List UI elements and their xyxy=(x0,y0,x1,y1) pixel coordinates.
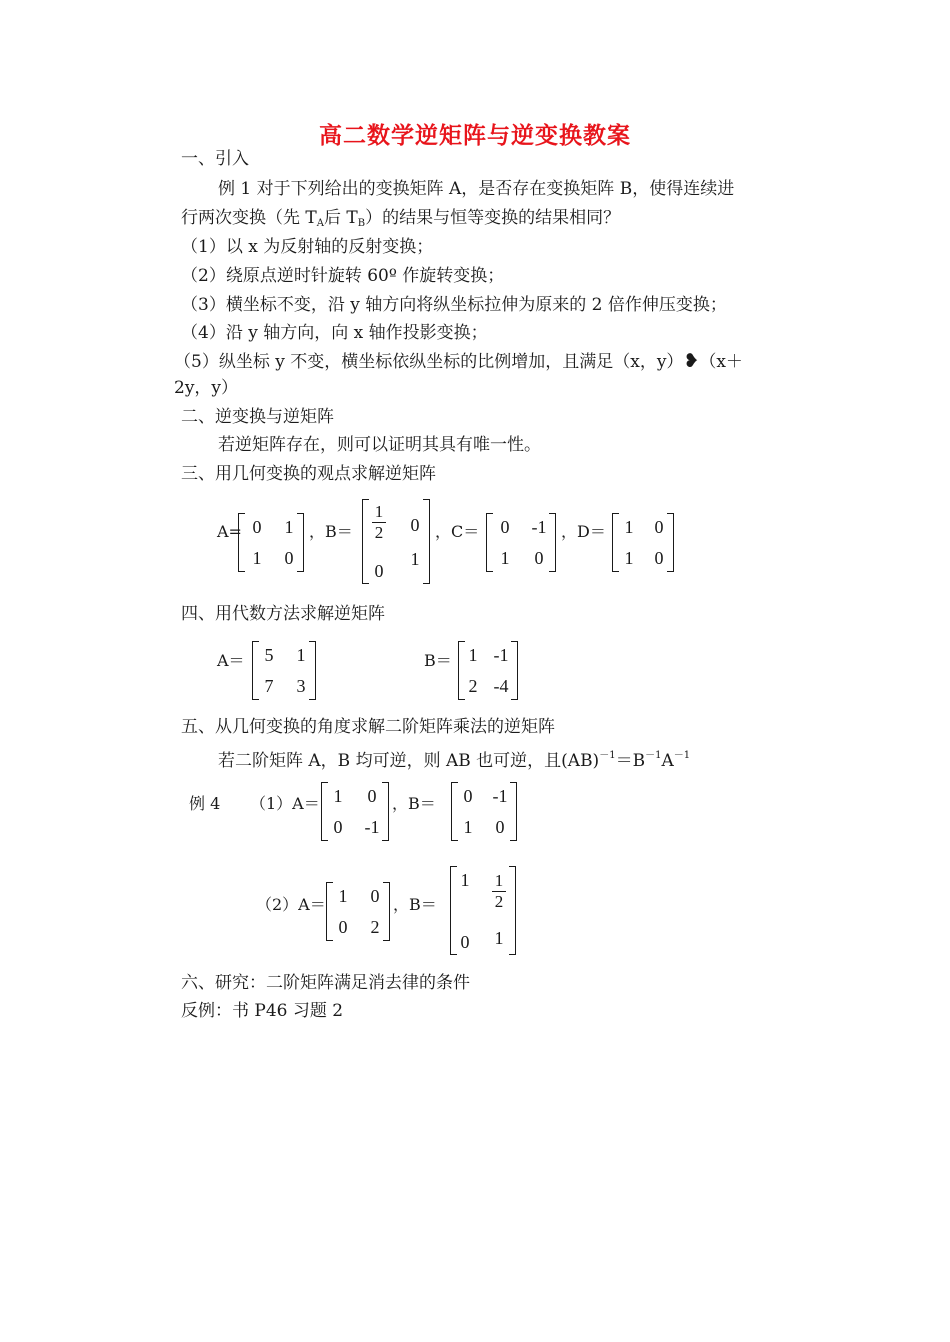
matrix-cell: 0 xyxy=(654,548,664,568)
list-item-5-line1 xyxy=(174,350,743,373)
fraction-denominator: 2 xyxy=(374,523,384,542)
example4-part2-label: （2）A＝ xyxy=(256,895,326,914)
example1-line2-part1: 行两次变换（先 T xyxy=(181,208,317,228)
example4-matrix-a1 xyxy=(321,782,389,842)
subscript-b: B xyxy=(357,218,366,229)
fraction-numerator: 1 xyxy=(494,871,504,890)
fraction-denominator: 2 xyxy=(494,892,504,911)
matrix-cell: -1 xyxy=(364,817,380,837)
matrix-cell: 0 xyxy=(495,817,505,837)
matrix-cell: -1 xyxy=(493,645,509,665)
matrix-cell: 1 xyxy=(296,645,306,665)
list-item-5-line2: 2y，y） xyxy=(174,378,239,398)
example4-matrix-b1 xyxy=(451,782,517,842)
matrix-cell: 0 xyxy=(252,517,262,537)
matrix-cell: 0 xyxy=(463,786,473,806)
matrix-cell: 1 xyxy=(468,645,478,665)
matrix-cell: 1 xyxy=(494,928,504,948)
section5-text-part3: A xyxy=(661,751,674,771)
superscript: －1 xyxy=(673,750,691,761)
matrix-cell: 0 xyxy=(284,548,294,568)
section5-text-part1: 若二阶矩阵 A，B 均可逆，则 AB 也可逆，且(AB) xyxy=(218,751,600,771)
matrix-cell: -1 xyxy=(492,786,508,806)
matrix-b-label: B＝ xyxy=(424,651,452,670)
subscript-a: A xyxy=(316,218,324,229)
section5-text-part2: ＝B xyxy=(615,751,646,771)
matrix-c xyxy=(486,513,556,573)
section3-heading: 三、用几何变换的观点求解逆矩阵 xyxy=(181,464,436,484)
fraction-half xyxy=(364,503,394,542)
matrix-cell: 1 xyxy=(624,548,634,568)
section2-heading: 二、逆变换与逆矩阵 xyxy=(181,407,334,427)
matrix-cell: 2 xyxy=(370,917,380,937)
fraction-half xyxy=(484,872,514,911)
mapsto-symbol-icon: ❥ xyxy=(683,350,700,372)
matrix-cell: 2 xyxy=(468,676,478,696)
page-title: 高二数学逆矩阵与逆变换教案 xyxy=(319,122,631,149)
section5-text xyxy=(218,745,690,772)
matrix-cell: 0 xyxy=(410,515,420,535)
matrix-cell: 5 xyxy=(264,645,274,665)
matrix-cell: 1 xyxy=(252,548,262,568)
list-item-4: （4）沿 y 轴方向，向 x 轴作投影变换； xyxy=(181,323,488,343)
matrix-cell: 1 xyxy=(624,517,634,537)
matrix-cell: 1 xyxy=(333,786,343,806)
section5-heading: 五、从几何变换的角度求解二阶矩阵乘法的逆矩阵 xyxy=(181,717,555,737)
list-item-5-tail: （x＋ xyxy=(699,352,743,372)
matrix-cell: 0 xyxy=(367,786,377,806)
superscript: －1 xyxy=(645,750,662,761)
matrix-cell: 1 xyxy=(284,517,294,537)
matrix-cell: 1 xyxy=(463,817,473,837)
matrix-cell: 1 xyxy=(338,886,348,906)
matrix-d xyxy=(612,513,674,573)
matrix-a-label: A＝ xyxy=(217,651,245,670)
matrix-cell: 0 xyxy=(370,886,380,906)
example1-line2-part3: ）的结果与恒等变换的结果相同？ xyxy=(365,208,621,228)
example4-part1-b-label: ，B＝ xyxy=(392,794,436,813)
matrix-cell: 0 xyxy=(333,817,343,837)
list-item-2: （2）绕原点逆时针旋转 60º 作旋转变换； xyxy=(181,266,505,286)
example4-part2-b-label: ，B＝ xyxy=(393,895,437,914)
matrix-cell: 0 xyxy=(654,517,664,537)
section6-heading: 六、研究：二阶矩阵满足消去律的条件 xyxy=(181,973,470,993)
example1-line1: 例 1 对于下列给出的变换矩阵 A，是否存在变换矩阵 B，使得连续进 xyxy=(218,179,735,199)
list-item-3: （3）横坐标不变，沿 y 轴方向将纵坐标拉伸为原来的 2 倍作伸压变换； xyxy=(181,295,727,315)
matrix-cell: 0 xyxy=(500,517,510,537)
matrix-cell: 0 xyxy=(534,548,544,568)
matrix-a-label: A= xyxy=(217,522,242,541)
matrix-cell: 0 xyxy=(374,561,384,581)
matrix-cell: 1 xyxy=(410,549,420,569)
matrix-cell: 1 xyxy=(460,870,470,890)
example1-line2-part2: 后 T xyxy=(323,208,358,228)
matrix-b xyxy=(362,499,430,585)
matrix-cell: 0 xyxy=(338,917,348,937)
matrix-cell: 7 xyxy=(264,676,274,696)
example4-matrix-b2 xyxy=(450,866,516,956)
matrix-a xyxy=(238,513,304,573)
section4-heading: 四、用代数方法求解逆矩阵 xyxy=(181,604,385,624)
example4-part1-label: （1）A＝ xyxy=(250,794,320,813)
matrix-cell: -1 xyxy=(531,517,547,537)
matrix-cell: 3 xyxy=(296,676,306,696)
matrix-b-algebra xyxy=(458,641,518,701)
section2-text: 若逆矩阵存在，则可以证明其具有唯一性。 xyxy=(218,435,541,455)
matrix-c-label: ，C＝ xyxy=(435,522,480,541)
list-item-5-text: （5）纵坐标 y 不变，横坐标依纵坐标的比例增加，且满足（x，y） xyxy=(174,352,684,372)
matrix-cell: -4 xyxy=(493,676,509,696)
matrix-cell: 0 xyxy=(460,932,470,952)
section6-text: 反例：书 P46 习题 2 xyxy=(181,1001,344,1021)
matrix-cell: 1 xyxy=(500,548,510,568)
example4-matrix-a2 xyxy=(326,882,390,942)
example1-line2 xyxy=(181,207,620,235)
superscript: －1 xyxy=(599,750,616,761)
matrix-d-label: ，D＝ xyxy=(561,522,606,541)
matrix-b-label: ，B＝ xyxy=(309,522,353,541)
matrix-a-algebra xyxy=(252,641,316,701)
example4-label: 例 4 xyxy=(189,794,221,813)
section1-heading: 一、引入 xyxy=(181,149,249,169)
list-item-1: （1）以 x 为反射轴的反射变换； xyxy=(181,237,434,257)
fraction-numerator: 1 xyxy=(374,502,384,521)
